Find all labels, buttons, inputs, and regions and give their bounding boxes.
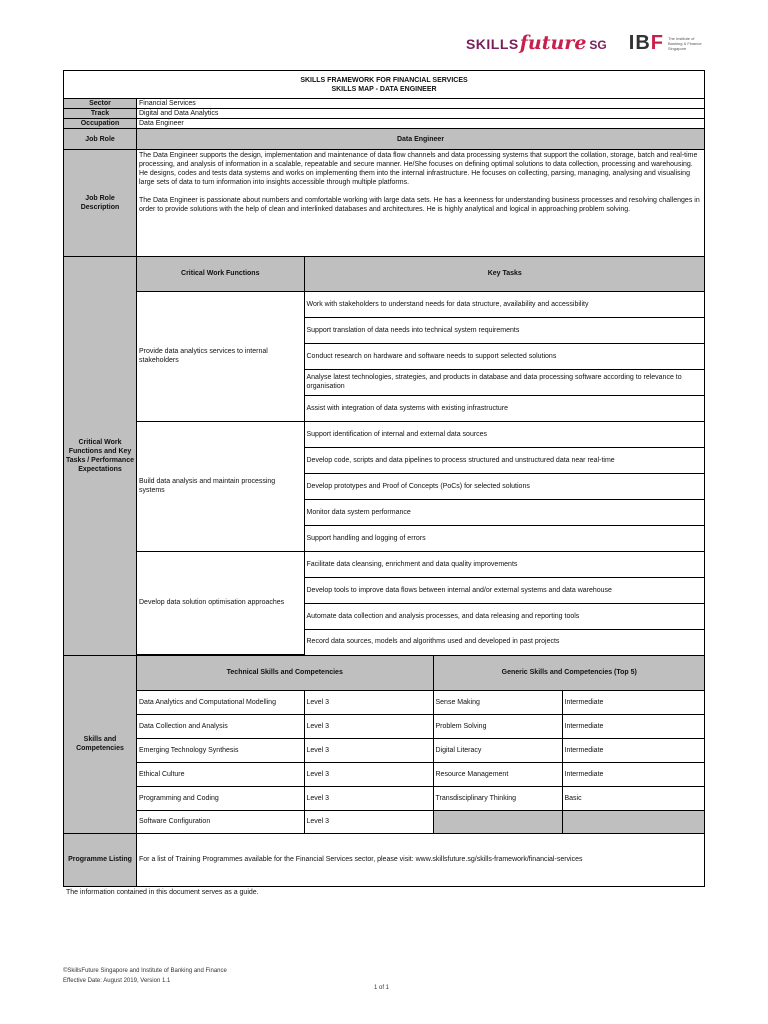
skills-label: Skills and Competencies (64, 655, 137, 833)
track-value: Digital and Data Analytics (137, 109, 705, 119)
key-task: Record data sources, models and algorithms used and developed in past projects (304, 629, 705, 654)
technical-skill-level: Level 3 (304, 715, 433, 739)
programme-listing-label: Programme Listing (64, 833, 137, 886)
generic-skill: Digital Literacy (433, 739, 562, 763)
technical-skill-level: Level 3 (304, 739, 433, 763)
generic-skill-level-empty (562, 811, 705, 833)
skills-table (137, 656, 705, 833)
generic-skill-level: Intermediate (562, 715, 705, 739)
technical-skill-level: Level 3 (304, 691, 433, 715)
cwf-function: Provide data analytics services to internal stakeholders (137, 291, 304, 421)
occupation-label: Occupation (64, 119, 137, 129)
generic-skill: Problem Solving (433, 715, 562, 739)
ibf-logo (629, 32, 708, 55)
skills-map-table (63, 70, 705, 887)
technical-skill: Data Analytics and Computational Modelling (137, 691, 304, 715)
technical-skill: Ethical Culture (137, 763, 304, 787)
key-task: Analyse latest technologies, strategies, and products in database and data processing software according to relevance to organisation (304, 369, 705, 395)
cwf-table (137, 257, 705, 655)
cwf-header-functions: Critical Work Functions (137, 257, 304, 291)
cwf-function: Develop data solution optimisation approaches (137, 551, 304, 654)
generic-skill-level: Intermediate (562, 739, 705, 763)
key-task: Assist with integration of data systems with existing infrastructure (304, 395, 705, 421)
cwf-section (137, 257, 705, 656)
key-task: Conduct research on hardware and software needs to support selected solutions (304, 343, 705, 369)
footer-effective-date: Effective Date: August 2019, Version 1.1 (63, 978, 171, 984)
sector-value: Financial Services (137, 99, 705, 109)
key-task: Develop prototypes and Proof of Concepts (PoCs) for selected solutions (304, 473, 705, 499)
skillsfuture-logo-future: future (519, 32, 587, 54)
key-task: Work with stakeholders to understand needs for data structure, availability and accessibility (304, 291, 705, 317)
technical-skills-header: Technical Skills and Competencies (137, 656, 433, 691)
key-task: Monitor data system performance (304, 499, 705, 525)
technical-skill: Software Configuration (137, 811, 304, 833)
technical-skill-level: Level 3 (304, 763, 433, 787)
technical-skill-level: Level 3 (304, 787, 433, 811)
ibf-logo-text: The Institute of Banking & Finance Singapore (668, 35, 702, 51)
key-task: Automate data collection and analysis processes, and data releasing and reporting tools (304, 603, 705, 629)
track-label: Track (64, 109, 137, 119)
generic-skill-level: Basic (562, 787, 705, 811)
generic-skill-level: Intermediate (562, 763, 705, 787)
generic-skill-level: Intermediate (562, 691, 705, 715)
guide-note: The information contained in this document serves as a guide. (66, 889, 259, 896)
generic-skill: Transdisciplinary Thinking (433, 787, 562, 811)
sector-label: Sector (64, 99, 137, 109)
technical-skill: Emerging Technology Synthesis (137, 739, 304, 763)
generic-skill-empty (433, 811, 562, 833)
key-task: Develop tools to improve data flows between internal and/or external systems and data warehouse (304, 577, 705, 603)
job-role-description-label: Job Role Description (64, 150, 137, 257)
generic-skill: Resource Management (433, 763, 562, 787)
footer-copyright: ©SkillsFuture Singapore and Institute of Banking and Finance (63, 968, 227, 974)
job-role-label: Job Role (64, 129, 137, 150)
generic-skills-header: Generic Skills and Competencies (Top 5) (433, 656, 705, 691)
job-role-description (137, 150, 705, 257)
generic-skill: Sense Making (433, 691, 562, 715)
skillsfuture-logo-skills: SKILLS (465, 36, 519, 52)
occupation-value: Data Engineer (137, 119, 705, 129)
key-task: Develop code, scripts and data pipelines to process structured and unstructured data near real-time (304, 447, 705, 473)
skills-section (137, 655, 705, 833)
ibf-logo-mark: IBF (628, 31, 664, 54)
technical-skill: Data Collection and Analysis (137, 715, 304, 739)
description-paragraph-1: The Data Engineer supports the design, implementation and maintenance of data flow channels and data processing systems that support the collation, storage, batch and real-time processing, and analysis of information in a scalable, repeatable and secure manner. He/She focuses on defining optimal solutions to data collection, processing and warehousing. He designs, codes and tests data systems and works on implementing them into the internal infrastructure. He focuses on collecting, parsing, managing, analysing and visualising large sets of data to turn information into insights accessible through multiple platforms. (139, 152, 698, 186)
header-logos (466, 28, 708, 58)
key-task: Facilitate data cleansing, enrichment and data quality improvements (304, 551, 705, 577)
document-title: SKILLS FRAMEWORK FOR FINANCIAL SERVICES SKILLS MAP - DATA ENGINEER (64, 71, 705, 99)
technical-skill-level: Level 3 (304, 811, 433, 833)
programme-listing-text: For a list of Training Programmes available for the Financial Services sector, please visit: www.skillsfuture.sg/skills-framework/financial-services (137, 833, 705, 886)
cwf-function: Build data analysis and maintain processing systems (137, 421, 304, 551)
skillsfuture-logo (466, 32, 607, 54)
cwf-header-tasks: Key Tasks (304, 257, 705, 291)
footer (63, 966, 227, 986)
page-number: 1 of 1 (374, 985, 390, 991)
description-paragraph-2: The Data Engineer is passionate about numbers and comfortable working with large data sets. He has a keenness for understanding business processes and resolving challenges in order to provide solutions with the help of clean and interlinked databases and architectures. He is highly analytical and logical in approaching problem solving. (139, 197, 700, 213)
skillsfuture-logo-sg: SG (589, 38, 607, 52)
job-role-value: Data Engineer (137, 129, 705, 150)
cwf-label: Critical Work Functions and Key Tasks / Performance Expectations (64, 257, 137, 656)
key-task: Support translation of data needs into technical system requirements (304, 317, 705, 343)
technical-skill: Programming and Coding (137, 787, 304, 811)
key-task: Support handling and logging of errors (304, 525, 705, 551)
key-task: Support identification of internal and external data sources (304, 421, 705, 447)
